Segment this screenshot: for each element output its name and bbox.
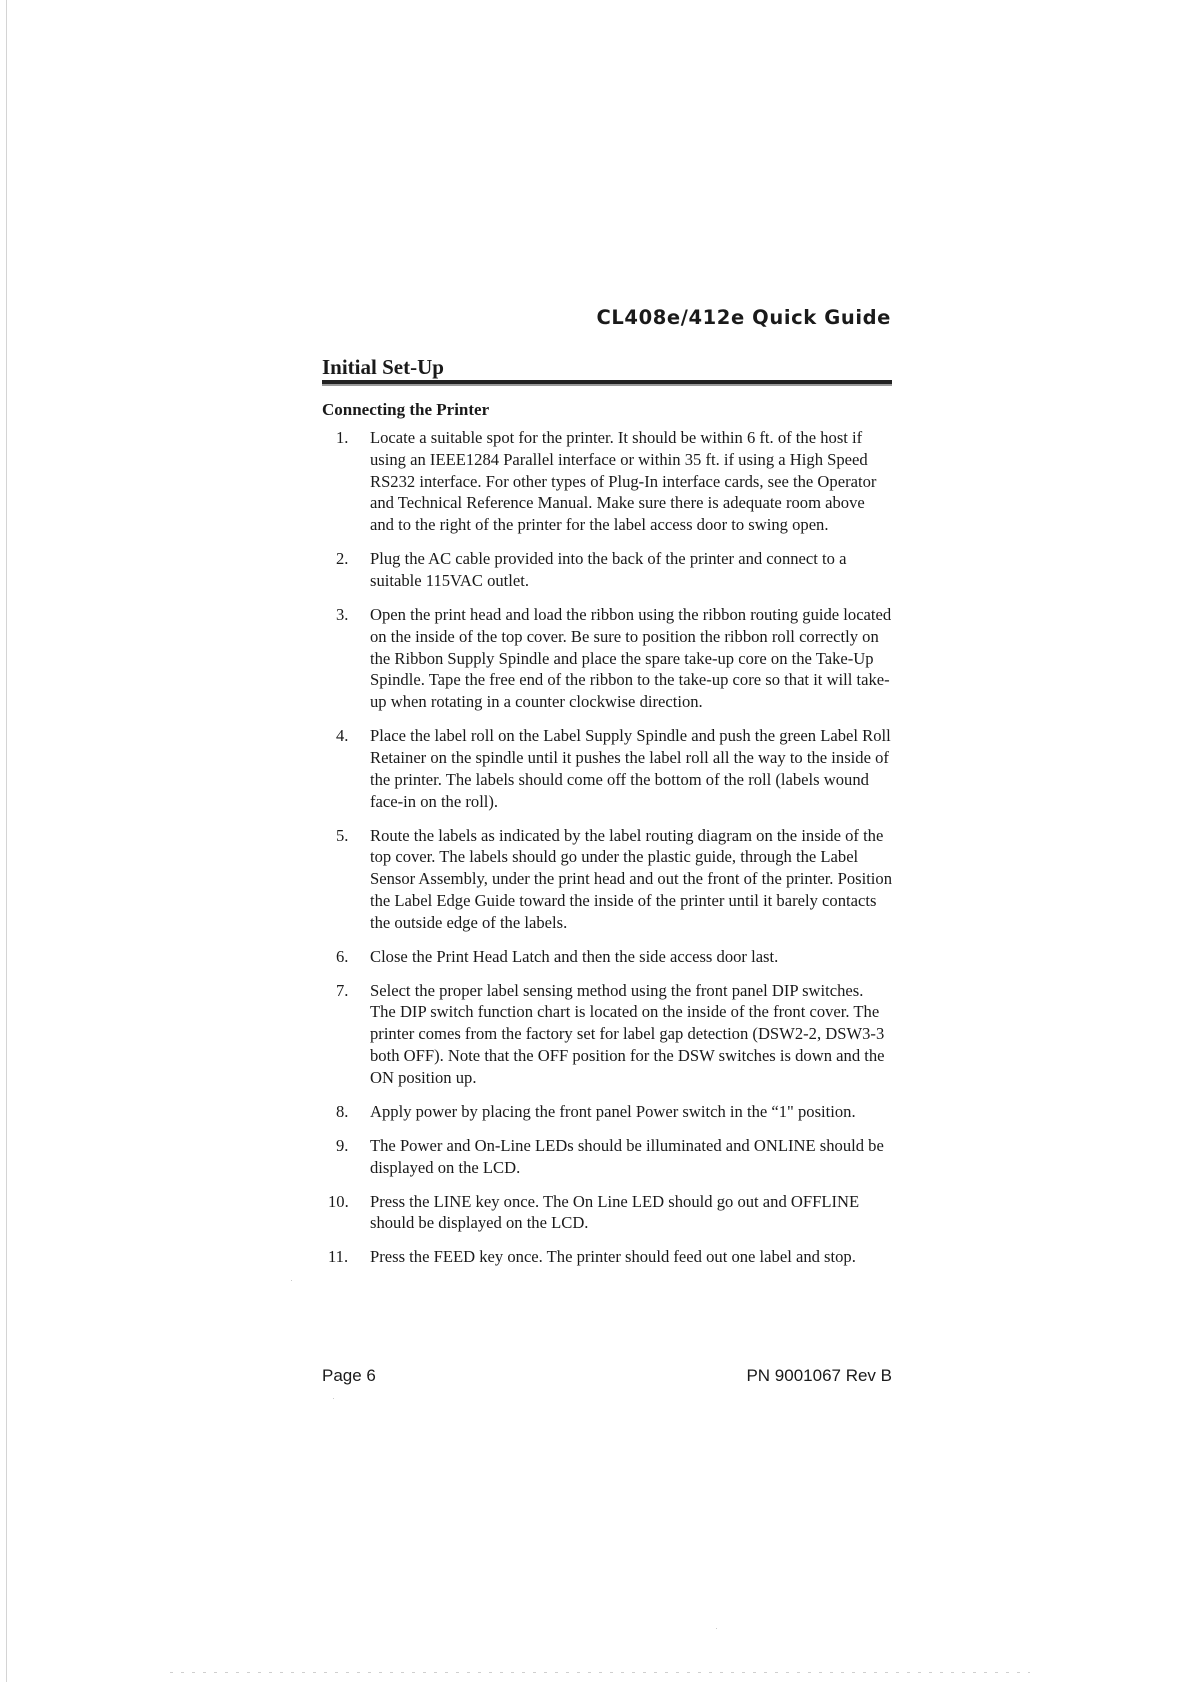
step-number: 4. — [336, 726, 349, 746]
step-number: 2. — [336, 549, 349, 569]
step-item — [322, 604, 892, 713]
step-text: Press the FEED key once. The printer should feed out one label and stop. — [370, 1247, 856, 1267]
step-number: 10. — [328, 1191, 349, 1211]
step-text: The Power and On-Line LEDs should be illuminated and ONLINE should be displayed on the LCD. — [370, 1135, 884, 1177]
step-item — [322, 1191, 892, 1235]
step-number: 8. — [336, 1101, 349, 1121]
step-number: 11. — [328, 1247, 349, 1267]
step-number: 6. — [336, 946, 349, 966]
section-heading: Initial Set-Up — [322, 355, 444, 379]
step-item — [322, 427, 892, 536]
step-text: Open the print head and load the ribbon using the ribbon routing guide located on the inside of the top cover. Be sure to position the ribbon roll correctly on the Ribbon Supply Spindle and place the spare take-up core on the Take-Up Spindle. Tape the free end of the ribbon to the take-up core so that it will take-up when rotating in a counter clockwise direction. — [370, 604, 892, 712]
step-number: 5. — [336, 825, 349, 845]
step-text: Plug the AC cable provided into the back of the printer and connect to a suitable 115VAC outlet. — [370, 549, 847, 590]
step-item — [322, 548, 892, 592]
step-text: Route the labels as indicated by the label routing diagram on the inside of the top cover. The labels should go under the plastic guide, through the Label Sensor Assembly, under the print head and out the front of the printer. Position the Label Edge Guide toward the inside of the printer until it barely contacts the outside edge of the labels. — [370, 825, 893, 932]
step-item — [322, 980, 892, 1089]
step-text: Apply power by placing the front panel Power switch in the “1" position. — [370, 1101, 856, 1121]
scan-speck — [716, 1628, 717, 1629]
sub-heading: Connecting the Printer — [322, 400, 490, 419]
step-list — [322, 427, 892, 1280]
step-item — [322, 1246, 892, 1268]
step-text: Select the proper label sensing method using the front panel DIP switches. The DIP switch function chart is located on the inside of the front cover. The printer comes from the factory set for label gap detection (DSW2-2, DSW3-3 both OFF). Note that the OFF position for the DSW switches is down and the ON position up. — [370, 980, 885, 1087]
footer-page-number: Page 6 — [322, 1366, 376, 1385]
scan-noise — [170, 1672, 1030, 1673]
step-item — [322, 1101, 892, 1123]
step-number: 1. — [336, 428, 349, 447]
step-text: Locate a suitable spot for the printer. It should be within 6 ft. of the host if using an IEEE1284 Parallel interface or within 35 ft. if using a High Speed RS232 interface. For other types of Plug-In interface cards, see the Operator and Technical Reference Manual. Make sure there is adequate room above and to the right of the printer for the label access door to swing open. — [370, 428, 877, 535]
scan-speck — [291, 1280, 292, 1281]
scan-edge — [6, 0, 7, 1682]
step-item — [322, 946, 892, 968]
step-text: Close the Print Head Latch and then the side access door last. — [370, 946, 779, 966]
step-number: 3. — [336, 604, 349, 624]
guide-title: CL408e/412e Quick Guide — [596, 306, 891, 329]
step-item — [322, 725, 892, 812]
step-item — [322, 1135, 892, 1179]
scan-speck — [333, 1398, 334, 1399]
step-number: 9. — [336, 1135, 349, 1155]
step-number: 7. — [336, 980, 349, 1000]
footer-part-number: PN 9001067 Rev B — [746, 1366, 892, 1385]
step-text: Place the label roll on the Label Supply Spindle and push the green Label Roll Retainer on the spindle until it pushes the label roll all the way to the inside of the printer. The labels should come off the bottom of the roll (labels wound face-in on the roll). — [370, 726, 891, 811]
section-rule-shadow — [322, 384, 892, 386]
step-item — [322, 825, 892, 934]
step-text: Press the LINE key once. The On Line LED should go out and OFFLINE should be displayed on the LCD. — [370, 1191, 860, 1233]
